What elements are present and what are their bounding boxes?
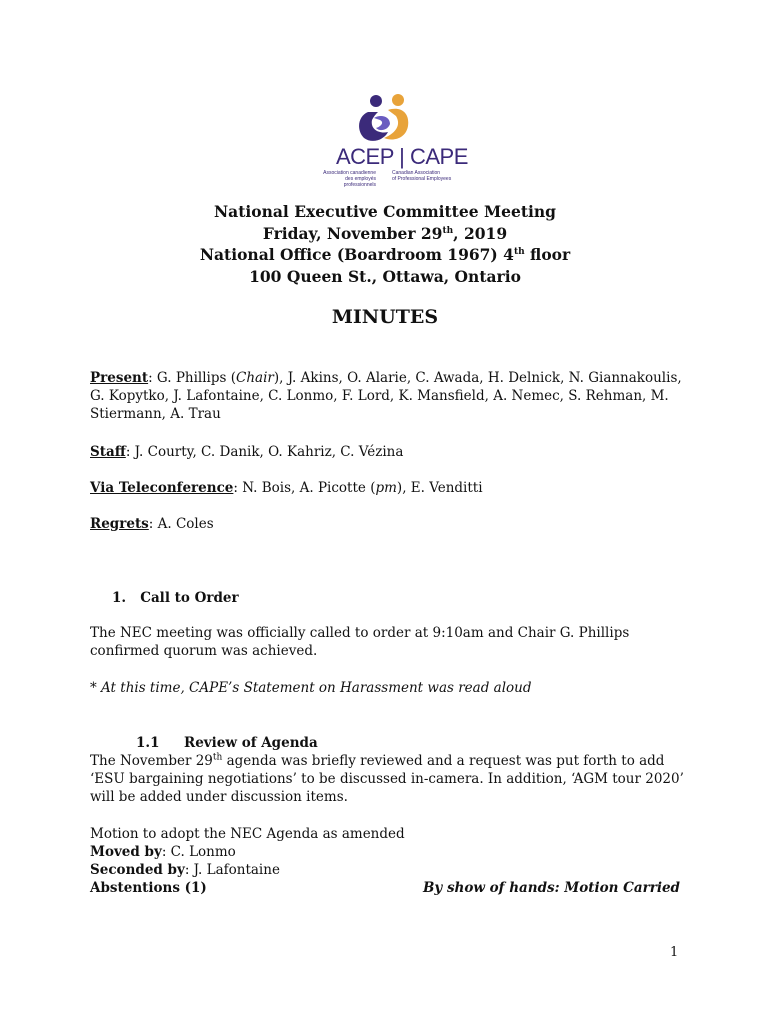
motion-moved-by: Moved by: C. Lonmo xyxy=(90,844,236,860)
logo-acep: ACEP xyxy=(336,144,394,169)
harassment-statement-note: * At this time, CAPE’s Statement on Harassment was read aloud xyxy=(90,680,532,696)
logo-cape: CAPE xyxy=(409,144,468,169)
section-review-agenda-heading xyxy=(136,734,736,752)
meeting-header xyxy=(0,201,770,287)
motion-abstentions: Abstentions (1) xyxy=(90,880,207,896)
motion-text: Motion to adopt the NEC Agenda as amended xyxy=(90,826,405,842)
teleconference-list: Via Teleconference: N. Bois, A. Picotte (pm), E. Venditti xyxy=(90,480,483,496)
section-number: 1.1 xyxy=(136,735,160,751)
section-call-to-order-body: The NEC meeting was officially called to order at 9:10am and Chair G. Phillips confirmed quorum was achieved. xyxy=(90,625,630,659)
logo-separator: | xyxy=(399,144,405,169)
page-number: 1 xyxy=(670,945,679,960)
present-list: Present: G. Phillips (Chair), J. Akins, O. Alarie, C. Awada, H. Delnick, N. Giannakoulis, G. Kopytko, J. Lafontaine, C. Lonmo, F. Lord, K. Mansfield, A. Nemec, S. Rehman, M. Stiermann, A. Trau xyxy=(90,370,682,422)
section-review-agenda-body: The November 29th agenda was briefly reviewed and a request was put forth to add ‘ESU bargaining negotiations’ to be discussed in-camera. In addition, ‘AGM tour 2020’ will be added under discussion items. xyxy=(90,752,684,805)
logo-french-name: Association canadienne des employés professionnels xyxy=(323,170,376,188)
meeting-address: 100 Queen St., Ottawa, Ontario xyxy=(249,266,521,286)
cape-logo xyxy=(310,92,468,188)
staff-list: Staff: J. Courty, C. Danik, O. Kahriz, C. Vézina xyxy=(90,444,404,460)
section-call-to-order-heading: 1. Call to Order xyxy=(112,590,239,606)
meeting-title: National Executive Committee Meeting xyxy=(214,202,556,221)
logo-wordmark xyxy=(336,144,468,170)
cape-logo-figures-icon xyxy=(310,92,460,144)
logo-english-name: Canadian Association of Professional Employees xyxy=(392,170,452,182)
motion-result: By show of hands: Motion Carried xyxy=(422,880,680,896)
meeting-location: National Office (Boardroom 1967) 4th floor xyxy=(199,245,571,264)
minutes-title: MINUTES xyxy=(331,306,439,328)
meeting-date: Friday, November 29th, 2019 xyxy=(262,223,508,243)
section-title: Review of Agenda xyxy=(184,735,318,751)
motion-seconded-by: Seconded by: J. Lafontaine xyxy=(90,862,280,878)
regrets-list: Regrets: A. Coles xyxy=(90,516,214,532)
